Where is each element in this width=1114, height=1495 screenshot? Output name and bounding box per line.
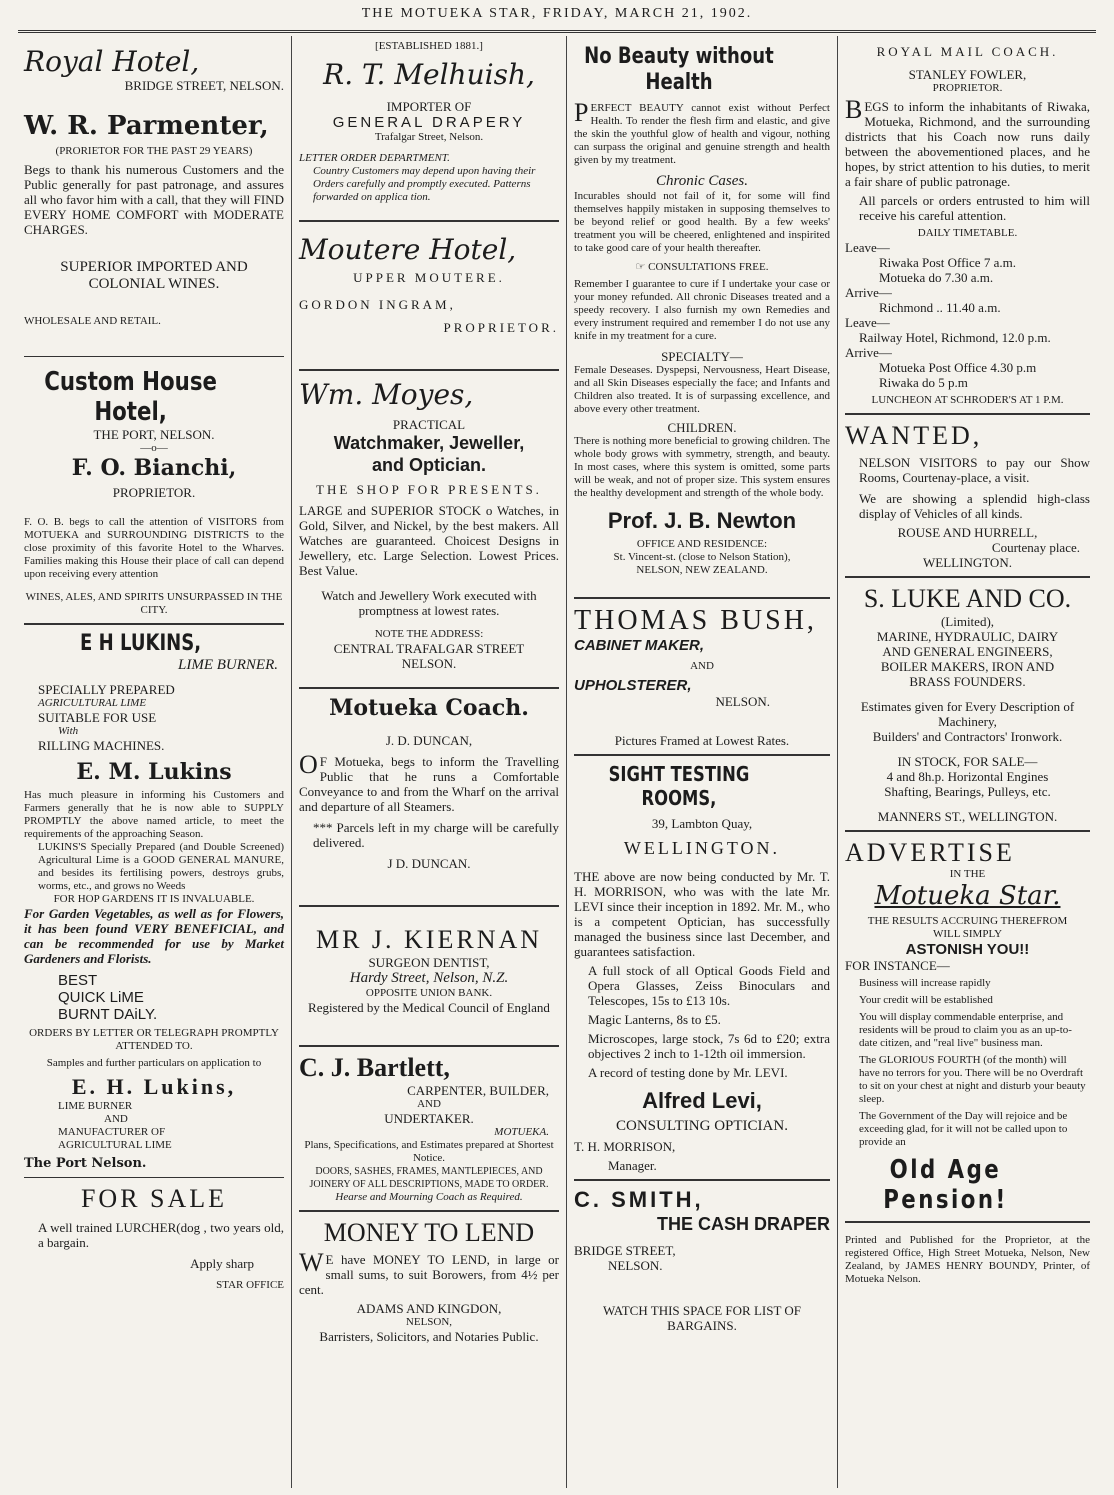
lukins-l4: With — [58, 725, 79, 737]
smith-city: NELSON. — [608, 1258, 663, 1273]
custom-house-footer: WINES, ALES, AND SPIRITS UNSURPASSED IN THE CITY. — [25, 591, 283, 616]
advertise-i4: The GLORIOUS FOURTH (of the month) will have no terrors for you. There will be no Overdraft to sit on your chest at night and disturb your beauty sleep. — [859, 1054, 1086, 1105]
kiernan-l3: OPPOSITE UNION BANK. — [365, 987, 493, 999]
column-4 — [839, 36, 1096, 1488]
sight-body: THE above are now being conducted by Mr. T. H. MORRISON, who was with the late Mr. LEVI since their inception in 1892. Mr. M., who is a competent Optician, has successfully managed the business since last December, and guarantees satisfaction. — [574, 869, 830, 959]
melhuish-ad — [299, 40, 559, 204]
moyes-name: Wm. Moyes, — [299, 378, 474, 411]
lukins-l1: SPECIALLY PREPARED — [38, 682, 175, 697]
mail-t6: Leave— — [845, 315, 890, 330]
lukins-l2: AGRICULTURAL LIME — [38, 697, 147, 709]
wanted-body2: We are showing a splendid high-class display of Vehicles of all kinds. — [859, 491, 1090, 521]
bartlett-ad — [299, 1053, 559, 1204]
moutere-ad — [299, 234, 559, 335]
parmenter-wines: SUPERIOR IMPORTED AND COLONIAL WINES. — [60, 259, 248, 292]
for-sale-title: FOR SALE — [80, 1184, 228, 1213]
levi-name: Alfred Levi, — [642, 1088, 762, 1113]
advertise-paper: Motueka Star. — [874, 881, 1061, 911]
sight-body2: A full stock of all Optical Goods Field and Opera Glasses, Zeiss Binoculars and Telescopes, 15s to £13 10s. — [588, 963, 830, 1008]
bush-ad — [574, 605, 830, 748]
parmenter-body: Begs to thank his numerous Customers and the Public generally for past patronage, and assures all who favor him with a call, that they will FIND EVERY HOME COMFORT with MODERATE CHARGES. — [24, 162, 284, 237]
sight-addr: 39, Lambton Quay, — [651, 816, 753, 831]
moutere-role: PROPRIETOR. — [443, 320, 559, 335]
lukins-samples: Samples and further particulars on application to — [46, 1057, 262, 1069]
column-3 — [568, 36, 836, 1488]
for-sale-apply: Apply sharp — [190, 1256, 254, 1271]
mail-lunch: LUNCHEON AT SCHRODER'S AT 1 P.M. — [871, 394, 1064, 406]
newton-addr: St. Vincent-st. (close to Nelson Station), — [613, 551, 791, 563]
lukins-ad — [24, 631, 284, 1171]
melhuish-name: R. T. Melhuish, — [323, 58, 535, 91]
moyes-addr1: CENTRAL TRAFALGAR STREET — [333, 641, 525, 656]
moyes-l4: THE SHOP FOR PRESENTS. — [316, 482, 542, 497]
kiernan-ad — [299, 925, 559, 1015]
lukins-title: E H LUKINS, — [80, 631, 202, 656]
lukins-best2: QUICK LiME — [58, 989, 144, 1006]
lukins-f4: AGRICULTURAL LIME — [58, 1139, 172, 1151]
levi-mgr: T. H. MORRISON, — [574, 1139, 676, 1154]
bianchi-role: PROPRIETOR. — [112, 485, 196, 500]
levi-role: CONSULTING OPTICIAN. — [616, 1118, 788, 1134]
masthead-rule — [18, 30, 1096, 33]
divider — [845, 576, 1090, 578]
moyes-l1: PRACTICAL — [392, 417, 466, 432]
moyes-ad — [299, 379, 559, 671]
advertise-l1: THE RESULTS ACCRUING THEREFROM — [867, 915, 1068, 927]
newton-office: OFFICE AND RESIDENCE: — [636, 538, 768, 550]
money-place: NELSON, — [405, 1316, 453, 1328]
mail-coach-ad — [845, 44, 1090, 407]
money-body: WE have MONEY TO LEND, in large or small sums, to suit Borowers, from 4½ per cent. — [299, 1248, 559, 1297]
divider — [845, 1221, 1090, 1223]
mail-t7: Railway Hotel, Richmond, 12.0 p.m. — [859, 330, 1051, 345]
lukins-f3: MANUFACTURER OF — [58, 1126, 166, 1138]
advertise-l4: FOR INSTANCE— — [845, 958, 950, 973]
lukins-f2: AND — [104, 1113, 128, 1125]
divider — [574, 597, 830, 599]
advertise-ad — [845, 838, 1090, 1215]
melhuish-l3: Trafalgar Street, Nelson. — [374, 131, 484, 143]
royal-hotel-title: Royal Hotel, — [24, 45, 200, 78]
divider — [299, 369, 559, 371]
melhuish-l5: Country Customers may depend upon having their Orders carefully and promptly executed. Patterns forwarded on applica tion. — [313, 165, 536, 203]
column-1 — [18, 36, 290, 1488]
newton-body4: Female Deseases. Dyspepsi, Nervousness, Heart Disease, and all Skin Diseases especially the face; and Infants and Children also treated. It is of surpassing excellence, and above every other treatment. — [574, 364, 830, 415]
bartlett-l6: Hearse and Mourning Coach as Required. — [335, 1191, 523, 1203]
luke-l4: BRASS FOUNDERS. — [909, 674, 1026, 689]
lukins-body1: Has much pleasure in informing his Customers and Farmers generally that he is now able to SUPPLY PROMPTLY the above named article, to meet the requirements of the approaching Season. — [24, 789, 284, 840]
bianchi-name: F. O. Bianchi, — [71, 455, 237, 481]
column-rule — [837, 36, 838, 1488]
wanted-ad — [845, 421, 1090, 570]
sight-body5: A record of testing done by Mr. LEVI. — [588, 1065, 788, 1080]
bush-l2: AND — [690, 660, 714, 672]
sight-city: WELLINGTON. — [623, 838, 781, 858]
advertise-in: IN THE — [949, 868, 986, 880]
kiernan-l1: SURGEON DENTIST, — [368, 955, 490, 970]
sight-ad — [574, 762, 830, 1173]
mail-t10: Riwaka do 5 p.m — [879, 375, 968, 390]
custom-house-body: F. O. B. begs to call the attention of VISITORS from MOTUEKA and SURROUNDING DISTRICTS to the close proximity of this favorite Hotel to the Wharves. Families making this House their place of call can depend upon receiving every attention — [24, 516, 284, 580]
newton-ad — [574, 44, 830, 577]
mail-title: ROYAL MAIL COACH. — [876, 44, 1059, 59]
advertise-i2: Your credit will be established — [859, 994, 993, 1006]
luke-name: S. LUKE AND CO. — [863, 584, 1072, 613]
mail-timetable: DAILY TIMETABLE. — [917, 227, 1018, 239]
newton-body2: Incurables should not fail of it, for some will find themselves happily mistaken in supposing themselves to be beyond relief or good health. By a few weeks' treatment you will be cheered, enlightened and inspirited to take good care of your health thereafter. — [574, 190, 830, 254]
divider — [24, 1177, 284, 1178]
wanted-firm: ROUSE AND HURRELL, — [897, 525, 1038, 540]
hand-icon: ☞ — [635, 261, 649, 273]
smith-ad — [574, 1187, 830, 1333]
luke-addr: MANNERS ST., WELLINGTON. — [877, 809, 1058, 824]
melhuish-l4: LETTER ORDER DEPARTMENT. — [299, 152, 450, 164]
luke-ad — [845, 584, 1090, 824]
mail-t3: Motueka do 7.30 a.m. — [879, 270, 994, 285]
imprint: Printed and Published for the Proprietor, at the registered Office, High Street Motueka, Nelson, New Zealand, by JAMES HENRY BOUNDY, Printer, of Motueka Nelson. — [845, 1234, 1090, 1285]
divider — [299, 1210, 559, 1212]
coach-name: J. D. DUNCAN, — [385, 733, 473, 748]
moutere-name: GORDON INGRAM, — [299, 297, 456, 312]
mail-t2: Riwaka Post Office 7 a.m. — [879, 255, 1016, 270]
coach-sign: J D. DUNCAN. — [387, 856, 471, 871]
coach-parcels: *** Parcels left in my charge will be carefully delivered. — [313, 820, 559, 850]
luke-ltd: (Limited), — [940, 614, 995, 629]
coach-body: OF Motueka, begs to inform the Travelling Public that he runs a Comfortable Conveyance to and from the Wharf on the arrival and departure of all Steamers. — [299, 750, 559, 814]
kiernan-l2: Hardy Street, Nelson, N.Z. — [349, 970, 509, 986]
money-role: Barristers, Solicitors, and Notaries Public. — [319, 1329, 539, 1344]
custom-house-divider: —o— — [140, 442, 168, 454]
kiernan-name: MR J. KIERNAN — [315, 925, 543, 954]
newton-children: CHILDREN. — [667, 420, 737, 435]
newton-addr2: NELSON, NEW ZEALAND. — [636, 564, 768, 576]
smith-addr: BRIDGE STREET, — [574, 1243, 676, 1258]
sight-title: SIGHT TESTING ROOMS, — [608, 762, 750, 810]
bush-l3: UPHOLSTERER, — [574, 677, 692, 694]
levi-mgr2: Manager. — [608, 1158, 657, 1173]
money-ad — [299, 1218, 559, 1344]
melhuish-l1: IMPORTER OF — [386, 99, 472, 114]
bartlett-name: C. J. Bartlett, — [299, 1053, 450, 1082]
newton-body5: There is nothing more beneficial to growing children. The whole body grows with symmetry, strength, and beauty. In most cases, where this system is omitted, some parts will be weak, and not of proper size. This system ensures the healthy development and strength of the whole body. — [574, 435, 830, 499]
divider — [24, 623, 284, 625]
mail-body2: All parcels or orders entrusted to him will receive his careful attention. — [859, 193, 1090, 223]
newton-name: Prof. J. B. Newton — [607, 508, 797, 533]
bartlett-l3: UNDERTAKER. — [384, 1111, 474, 1126]
lukins-name2: E. H. Lukins, — [71, 1074, 237, 1099]
wanted-title: WANTED, — [845, 421, 983, 450]
for-sale-office: STAR OFFICE — [216, 1279, 284, 1291]
mail-body: BEGS to inform the inhabitants of Riwaka, Motueka, Richmond, and the surrounding districts that his Coach now runs daily between the abovementioned places, and he hopes, by strict attention to his duties, to merit a fair share of public patronage. — [845, 95, 1090, 189]
newton-specialty: SPECIALTY— — [661, 349, 743, 364]
parmenter-name: W. R. Parmenter, — [24, 111, 269, 141]
bartlett-body: Plans, Specifications, and Estimates prepared at Shortest Notice. — [304, 1139, 554, 1164]
advertise-i5: The Government of the Day will rejoice and be exceeding glad, for it will not be called upon to provide an — [859, 1110, 1068, 1148]
luke-body: Estimates given for Every Description of Machinery, — [860, 699, 1075, 729]
melhuish-est: [ESTABLISHED 1881.] — [375, 40, 483, 52]
newton-body3: Remember I guarantee to cure if I undertake your case or your money refunded. All chronic Diseases treated and a speedy recovery. I also furnish my own Remedies and every instrument required and remember I do not use any knife in my treatment for a cure. — [574, 278, 830, 342]
sight-body4: Microscopes, large stock, 7s 6d to £20; extra objectives 2 inch to 1-12th oil immersion. — [588, 1031, 830, 1061]
mail-t8: Arrive— — [845, 345, 892, 360]
parmenter-trade: WHOLESALE AND RETAIL. — [24, 315, 161, 327]
column-rule — [566, 36, 567, 1488]
parmenter-sub: (PRORIETOR FOR THE PAST 29 YEARS) — [55, 145, 253, 157]
lukins-best1: BEST — [58, 972, 98, 989]
lukins-body3: FOR HOP GARDENS IT IS INVALUABLE. — [53, 893, 255, 905]
divider — [574, 754, 830, 756]
advertise-title: ADVERTISE — [845, 838, 1015, 867]
moutere-address: UPPER MOUTERE. — [353, 270, 505, 285]
mail-t4: Arrive— — [845, 285, 892, 300]
bush-name: THOMAS BUSH, — [574, 605, 817, 636]
for-sale-ad — [24, 1184, 284, 1292]
wanted-place: Courtenay place. — [991, 540, 1080, 555]
luke-l3: BOILER MAKERS, IRON AND — [880, 659, 1055, 674]
lukins-best3: BURNT DAiLY. — [58, 1006, 158, 1023]
lukins-body2: LUKINS'S Specially Prepared (and Double Screened) Agricultural Lime is a GOOD GENERAL MANURE, and besides its fertilising powers, destroys grubs, worms, etc., and grows no Weeds — [38, 841, 284, 892]
moutere-title: Moutere Hotel, — [299, 233, 517, 266]
newton-consult: CONSULTATIONS FREE. — [648, 261, 769, 273]
divider — [299, 687, 559, 689]
bartlett-l1: CARPENTER, BUILDER, — [407, 1083, 549, 1098]
luke-stock: IN STOCK, FOR SALE— — [897, 754, 1038, 769]
moyes-note: NOTE THE ADDRESS: — [374, 628, 484, 640]
melhuish-l2: GENERAL DRAPERY — [332, 114, 526, 131]
moyes-body2: Watch and Jewellery Work executed with promptness at lowest rates. — [321, 588, 537, 618]
mail-t9: Motueka Post Office 4.30 p.m — [879, 360, 1037, 375]
divider — [299, 1045, 559, 1047]
moyes-body: LARGE and SUPERIOR STOCK o Watches, in Gold, Silver, and Nickel, by the best makers. All Watches are guaranteed. Choicest Designs in Jewellery, etc. Large Selection. Lowest Prices. Best Value. — [299, 503, 559, 578]
divider — [24, 356, 284, 357]
advertise-i3: You will display commendable enterprise, and residents will be proud to claim you as an up-to-date citizen, and "real live" business man. — [859, 1011, 1072, 1049]
bush-l1: CABINET MAKER, — [574, 637, 704, 654]
lukins-f1: LIME BURNER — [58, 1100, 133, 1112]
mail-name: STANLEY FOWLER, — [908, 67, 1027, 82]
custom-house-title: Custom House Hotel, — [44, 367, 218, 427]
mail-t1: Leave— — [845, 240, 890, 255]
masthead: THE MOTUEKA STAR, FRIDAY, MARCH 21, 1902. — [361, 6, 753, 21]
newton-title: No Beauty without Health — [584, 44, 774, 95]
divider — [574, 1179, 830, 1181]
moyes-l2: Watchmaker, Jeweller, — [333, 433, 525, 453]
for-sale-body: A well trained LURCHER(dog , two years old, a bargain. — [38, 1220, 284, 1250]
smith-role: THE CASH DRAPER — [656, 1214, 830, 1234]
lukins-f5: The Port Nelson. — [24, 1156, 147, 1171]
advertise-i1: Business will increase rapidly — [859, 977, 991, 989]
money-title: MONEY TO LEND — [323, 1218, 535, 1247]
luke-stock2: 4 and 8h.p. Horizontal Engines — [886, 769, 1049, 784]
wanted-city: WELLINGTON. — [923, 555, 1012, 570]
mail-role: PROPRIETOR. — [932, 82, 1003, 94]
lukins-l3: SUITABLE FOR USE — [38, 710, 157, 725]
moyes-addr2: NELSON. — [401, 656, 457, 671]
moyes-l3: and Optician. — [371, 455, 486, 475]
money-firm: ADAMS AND KINGDON, — [356, 1301, 502, 1316]
mail-t5: Richmond .. 11.40 a.m. — [879, 300, 1001, 315]
column-2 — [293, 36, 565, 1488]
bartlett-l4: MOTUEKA. — [494, 1126, 549, 1138]
divider — [845, 413, 1090, 415]
wanted-body: NELSON VISITORS to pay our Show Rooms, Courtenay-place, a visit. — [859, 455, 1090, 485]
coach-title: Motueka Coach. — [329, 695, 529, 721]
lukins-orders: ORDERS BY LETTER OR TELEGRAPH PROMPTLY ATTENDED TO. — [29, 1027, 279, 1052]
coach-ad — [299, 695, 559, 871]
newton-chronic: Chronic Cases. — [656, 173, 748, 189]
newton-body: PERFECT BEAUTY cannot exist without Perfect Health. To render the flesh firm and elastic, and give the skin the youthful glow of health and vigour, nothing can surpass the original and genuine strength and health given by my treatment. — [574, 98, 830, 166]
divider — [845, 830, 1090, 832]
bartlett-l2: AND — [417, 1098, 441, 1110]
royal-hotel-address: BRIDGE STREET, NELSON. — [124, 78, 284, 93]
lukins-body4: For Garden Vegetables, as well as for Flowers, it has been found VERY BENEFICIAL, and can be recommended for use by Market Gardeners and Florists. — [24, 906, 284, 966]
bartlett-l5: DOORS, SASHES, FRAMES, MANTLEPIECES, AND JOINERY OF ALL DESCRIPTIONS, MADE TO ORDER. — [309, 1166, 549, 1190]
custom-house-ad — [24, 367, 284, 617]
advertise-l2: WILL SIMPLY — [932, 928, 1003, 940]
advertise-l3: ASTONISH YOU!! — [905, 941, 1030, 958]
luke-l1: MARINE, HYDRAULIC, DAIRY — [876, 629, 1059, 644]
divider — [299, 220, 559, 222]
bush-l5: Pictures Framed at Lowest Rates. — [614, 733, 790, 748]
kiernan-l4: Registered by the Medical Council of England — [308, 1000, 550, 1015]
sight-body3: Magic Lanterns, 8s to £5. — [588, 1012, 721, 1027]
lukins-name: E. M. Lukins — [76, 759, 232, 785]
smith-name: C. SMITH, — [574, 1187, 704, 1212]
luke-stock3: Shafting, Bearings, Pulleys, etc. — [884, 784, 1051, 799]
royal-hotel-ad — [24, 46, 284, 328]
advertise-pension: Old Age Pension! — [883, 1155, 1008, 1215]
column-rule — [291, 36, 292, 1488]
smith-watch: WATCH THIS SPACE FOR LIST OF BARGAINS. — [602, 1303, 802, 1333]
lukins-l5: RILLING MACHINES. — [38, 738, 165, 753]
divider — [299, 905, 559, 907]
bush-l4: NELSON. — [715, 694, 770, 709]
custom-house-address: THE PORT, NELSON. — [93, 427, 215, 442]
luke-l2: AND GENERAL ENGINEERS, — [882, 644, 1053, 659]
luke-body2: Builders' and Contractors' Ironwork. — [872, 729, 1063, 744]
lukins-sub: LIME BURNER. — [178, 657, 278, 673]
